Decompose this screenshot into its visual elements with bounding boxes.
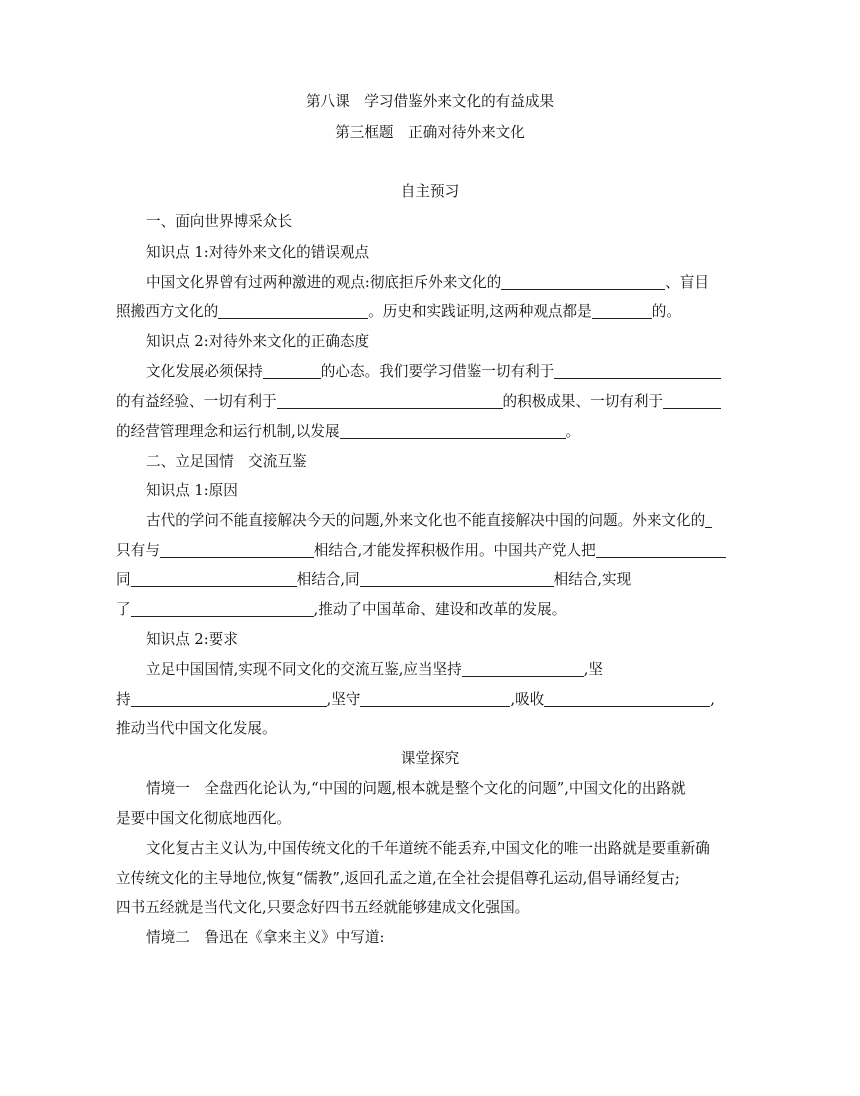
paragraph-kp4-line1	[146, 660, 774, 680]
fill-blank[interactable]	[263, 364, 321, 379]
text-segment: 照搬西方文化的	[116, 303, 219, 320]
text-segment: 相结合,同	[296, 571, 360, 588]
fill-blank[interactable]	[360, 572, 554, 587]
text-segment: ,坚守	[326, 691, 361, 708]
preview-heading: 自主预习	[400, 183, 460, 200]
text-segment: 的有益经验、一切有利于	[116, 393, 277, 410]
knowledge-point-2-title: 知识点 2:对待外来文化的正确态度	[146, 333, 370, 350]
fill-blank[interactable]	[360, 692, 510, 707]
text-segment: 的经营管理理念和运行机制,以发展	[116, 423, 340, 440]
text-segment: 的积极成果、一切有利于	[502, 393, 664, 410]
text-segment: 同	[116, 571, 131, 588]
section-heading-2: 二、立足国情 交流互鉴	[146, 453, 307, 470]
fill-blank[interactable]	[131, 572, 297, 587]
fill-blank[interactable]	[592, 304, 652, 319]
fill-blank[interactable]	[340, 424, 566, 439]
paragraph-kp3-line3	[116, 570, 744, 590]
text-segment: 的心态。我们要学习借鉴一切有利于	[320, 363, 555, 380]
fill-blank[interactable]	[544, 692, 710, 707]
fill-blank[interactable]	[554, 364, 721, 379]
knowledge-point-1-title: 知识点 1:对待外来文化的错误观点	[146, 244, 370, 261]
text-segment: ,吸收	[510, 691, 545, 708]
text-segment: ,坚	[583, 661, 603, 678]
text-segment: 持	[116, 691, 131, 708]
text-segment: 、盲目	[665, 274, 709, 291]
knowledge-point-4-title: 知识点 2:要求	[146, 631, 238, 648]
text-segment: 。历史和实践证明,这两种观点都是	[368, 303, 592, 320]
paragraph-kp2-line2	[116, 392, 744, 412]
fill-blank[interactable]	[131, 692, 327, 707]
scenario-2-line1: 情境二 鲁迅在《拿来主义》中写道:	[146, 929, 385, 946]
fill-blank[interactable]	[160, 543, 314, 558]
inquiry-heading: 课堂探究	[400, 750, 460, 767]
text-segment: 的。	[651, 303, 681, 320]
scenario-1b-line2: 立传统文化的主导地位,恢复“儒教”,返回孔孟之道,在全社会提倡尊孔运动,倡导诵经复古;	[116, 870, 680, 887]
paragraph-kp3-line4	[116, 600, 744, 620]
text-segment: 。	[565, 423, 581, 440]
text-segment: 古代的学问不能直接解决今天的问题,外来文化也不能直接解决中国的问题。外来文化的	[146, 512, 706, 529]
paragraph-kp4-line2	[116, 690, 744, 710]
text-segment: 只有与	[116, 542, 160, 559]
text-segment: 立足中国国情,实现不同文化的交流互鉴,应当坚持	[146, 661, 462, 678]
paragraph-kp3-line2	[116, 541, 744, 561]
paragraph-kp2-line1	[146, 362, 774, 382]
text-segment: ,推动了中国革命、建设和改革的发展。	[313, 601, 567, 618]
section-heading-1: 一、面向世界博采众长	[146, 213, 292, 230]
text-segment: 文化发展必须保持	[146, 363, 263, 380]
text-segment: 相结合,实现	[553, 571, 632, 588]
fill-blank[interactable]	[218, 304, 368, 319]
frame-title: 第三框题 正确对待外来文化	[335, 124, 525, 141]
text-segment: 相结合,才能发挥积极作用。中国共产党人把	[313, 542, 596, 559]
fill-blank[interactable]	[277, 394, 503, 409]
fill-blank[interactable]	[462, 662, 584, 677]
scenario-1-line2: 是要中国文化彻底地西化。	[116, 810, 292, 827]
scenario-1-line1: 情境一 全盘西化论认为,“中国的问题,根本就是整个文化的问题”,中国文化的出路就	[146, 780, 686, 797]
paragraph-kp1-line1	[146, 273, 774, 293]
paragraph-kp3-line1	[146, 511, 774, 531]
text-segment: 中国文化界曾有过两种激进的观点:彻底拒斥外来文化的	[146, 274, 502, 291]
text-segment: ,	[710, 691, 715, 708]
fill-blank[interactable]	[663, 394, 721, 409]
scenario-1b-line3: 四书五经就是当代文化,只要念好四书五经就能够建成文化强国。	[116, 899, 530, 916]
scenario-1b-line1: 文化复古主义认为,中国传统文化的千年道统不能丢弃,中国文化的唯一出路就是要重新确	[146, 840, 710, 857]
fill-blank[interactable]	[705, 513, 712, 528]
paragraph-kp1-line2	[116, 302, 744, 322]
paragraph-kp2-line3	[116, 422, 744, 442]
fill-blank[interactable]	[596, 543, 726, 558]
lesson-title: 第八课 学习借鉴外来文化的有益成果	[305, 93, 555, 110]
paragraph-kp4-line3: 推动当代中国文化发展。	[116, 720, 277, 737]
fill-blank[interactable]	[501, 275, 665, 290]
text-segment: 了	[116, 601, 131, 618]
knowledge-point-3-title: 知识点 1:原因	[146, 482, 238, 499]
fill-blank[interactable]	[131, 602, 314, 617]
